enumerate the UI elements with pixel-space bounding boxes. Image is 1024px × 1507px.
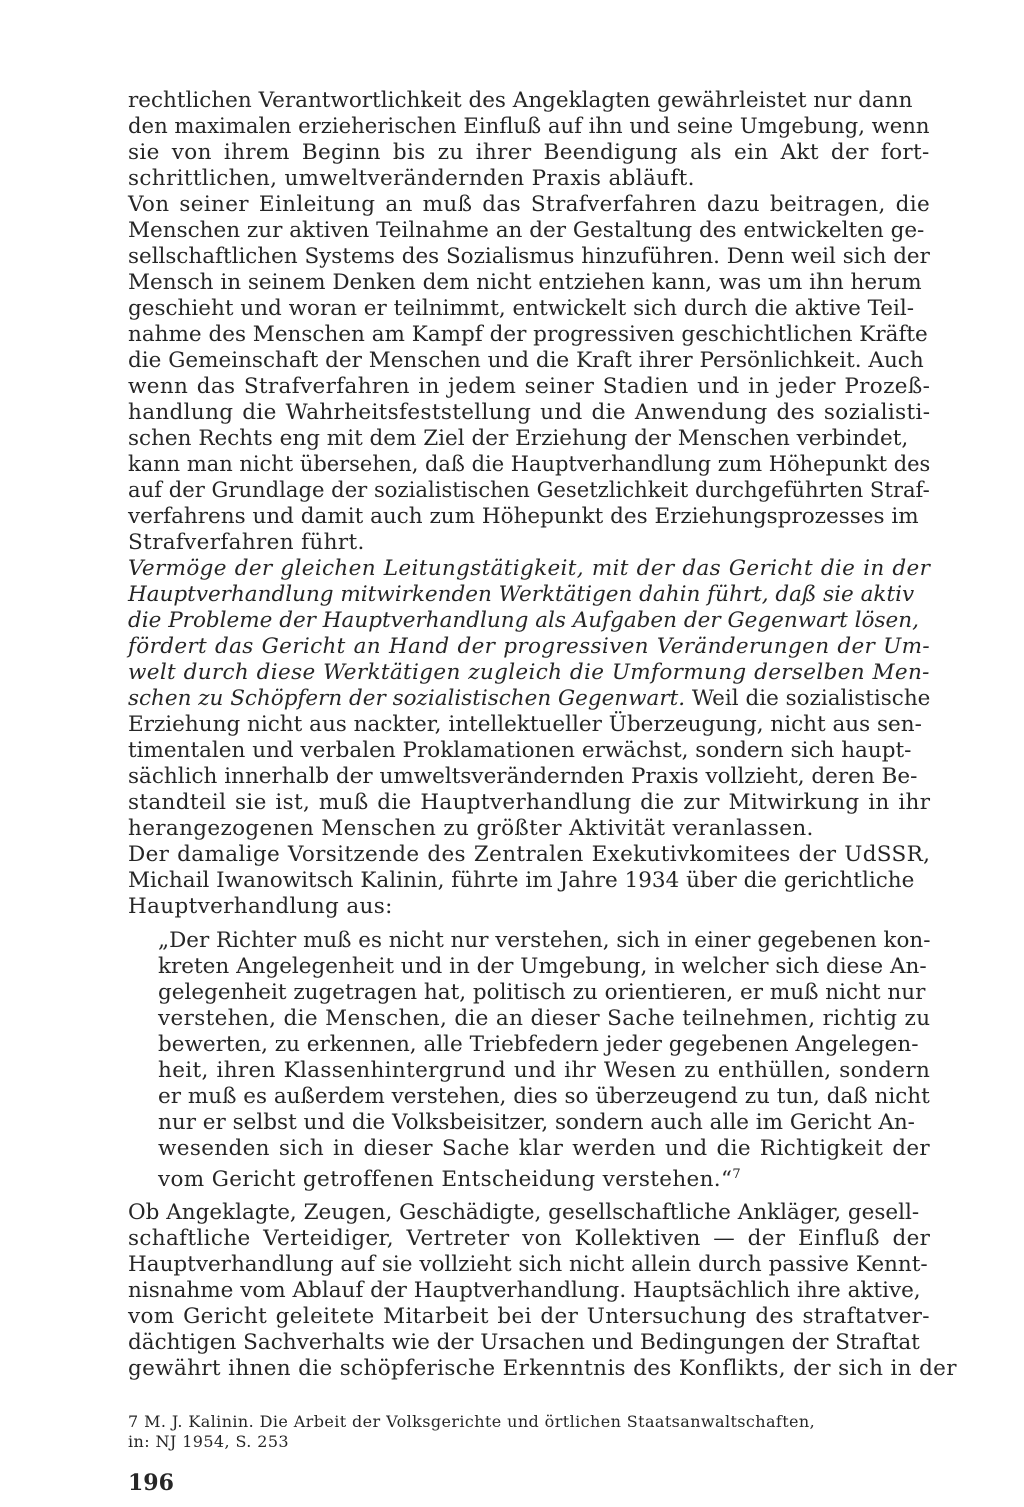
text-line: rechtlichen Verantwortlichkeit des Angeklagten gewährleistet nur dann (128, 88, 913, 113)
page-number: 196 (128, 1470, 174, 1496)
text-line: Der damalige Vorsitzende des Zentralen Exekutivkomitees der UdSSR, (128, 842, 931, 867)
text-line: standteil sie ist, muß die Hauptverhandlung die zur Mitwirkung in ihr (128, 790, 931, 815)
quote-line: kreten Angelegenheit und in der Umgebung, in welcher sich diese An- (158, 954, 927, 979)
text-line: wenn das Strafverfahren in jedem seiner Stadien und in jeder Prozeß- (128, 374, 931, 399)
quote-line: „Der Richter muß es nicht nur verstehen, sich in einer gegebenen kon- (158, 928, 931, 953)
footnote-marker: 7 (732, 1167, 741, 1182)
quote-line: bewerten, zu erkennen, alle Triebfedern jeder gegebenen Angelegen- (158, 1032, 919, 1057)
text-line: Hauptverhandlung aus: (128, 894, 393, 919)
text-line: timentalen und verbalen Proklamationen erwächst, sondern sich haupt- (128, 738, 912, 763)
italic-line: Hauptverhandlung mitwirkenden Werktätigen dahin führt, daß sie aktiv (128, 582, 915, 607)
quote-line: er muß es außerdem verstehen, dies so überzeugend zu tun, daß nicht (158, 1084, 930, 1109)
text-line: Erziehung nicht aus nackter, intellektueller Überzeugung, nicht aus sen- (128, 712, 922, 737)
text-line: nisnahme vom Ablauf der Hauptverhandlung. Hauptsächlich ihre aktive, (128, 1278, 921, 1303)
footnote-line: 7 M. J. Kalinin. Die Arbeit der Volksgerichte und örtlichen Staatsanwaltschaften, (128, 1412, 816, 1431)
text-line: schaftliche Verteidiger, Vertreter von Kollektiven — der Einfluß der (128, 1226, 931, 1251)
text-line: nahme des Menschen am Kampf der progressiven geschichtlichen Kräfte (128, 322, 928, 347)
quote-line: verstehen, die Menschen, die an dieser Sache teilnehmen, richtig zu (158, 1006, 931, 1031)
quote-line (158, 1162, 741, 1193)
italic-span: schen zu Schöpfern der sozialistischen Gegenwart. (128, 686, 686, 711)
text-line: dächtigen Sachverhalts wie der Ursachen und Bedingungen der Straftat (128, 1330, 920, 1355)
quote-line: nur er selbst und die Volksbeisitzer, sondern auch alle im Gericht An- (158, 1110, 915, 1135)
text-line: Von seiner Einleitung an muß das Strafverfahren dazu beitragen, die (128, 192, 931, 217)
italic-line: welt durch diese Werktätigen zugleich die Umformung derselben Men- (128, 660, 930, 685)
text-line: schen Rechts eng mit dem Ziel der Erziehung der Menschen verbindet, (128, 426, 909, 451)
quote-line: heit, ihren Klassenhintergrund und ihr Wesen zu enthüllen, sondern (158, 1058, 931, 1083)
text-line: herangezogenen Menschen zu größter Aktivität veranlassen. (128, 816, 814, 841)
mixed-line (128, 686, 930, 712)
text-line: Michail Iwanowitsch Kalinin, führte im Jahre 1934 über die gerichtliche (128, 868, 915, 893)
text-line: vom Gericht geleitete Mitarbeit bei der Untersuchung des straftatver- (128, 1304, 930, 1329)
text-line: geschieht und woran er teilnimmt, entwickelt sich durch die aktive Teil- (128, 296, 915, 321)
text-line: kann man nicht übersehen, daß die Hauptverhandlung zum Höhepunkt des (128, 452, 931, 477)
text-line: handlung die Wahrheitsfeststellung und die Anwendung des sozialisti- (128, 400, 931, 425)
text-line: Ob Angeklagte, Zeugen, Geschädigte, gesellschaftliche Ankläger, gesell- (128, 1200, 920, 1225)
text-line: sie von ihrem Beginn bis zu ihrer Beendigung als ein Akt der fort- (128, 140, 930, 165)
quote-last-text: vom Gericht getroffenen Entscheidung verstehen.“ (158, 1167, 733, 1193)
text-line: schrittlichen, umweltverändernden Praxis abläuft. (128, 166, 695, 191)
text-line: Mensch in seinem Denken dem nicht entziehen kann, was um ihn herum (128, 270, 922, 295)
text-line: Hauptverhandlung auf sie vollzieht sich nicht allein durch passive Kennt- (128, 1252, 928, 1277)
footnote-line: in: NJ 1954, S. 253 (128, 1432, 289, 1451)
text-line: sellschaftlichen Systems des Sozialismus hinzuführen. Denn weil sich der (128, 244, 930, 269)
text-line: Menschen zur aktiven Teilnahme an der Gestaltung des entwickelten ge- (128, 218, 925, 243)
italic-line: fördert das Gericht an Hand der progressiven Veränderungen der Um- (128, 634, 930, 659)
italic-line: Vermöge der gleichen Leitungstätigkeit, mit der das Gericht die in der (128, 556, 931, 581)
roman-span: Weil die sozialistische (685, 686, 931, 711)
text-line: Strafverfahren führt. (128, 530, 365, 555)
text-line: den maximalen erzieherischen Einfluß auf ihn und seine Umgebung, wenn (128, 114, 930, 139)
text-line: die Gemeinschaft der Menschen und die Kraft ihrer Persönlichkeit. Auch (128, 348, 924, 373)
text-line: verfahrens und damit auch zum Höhepunkt des Erziehungsprozesses im (128, 504, 919, 529)
text-line: gewährt ihnen die schöpferische Erkenntnis des Konflikts, der sich in der (128, 1356, 957, 1381)
quote-line: gelegenheit zugetragen hat, politisch zu orientieren, er muß nicht nur (158, 980, 926, 1005)
text-line: sächlich innerhalb der umweltsverändernden Praxis vollzieht, deren Be- (128, 764, 918, 789)
text-line: auf der Grundlage der sozialistischen Gesetzlichkeit durchgeführten Straf- (128, 478, 930, 503)
italic-line: die Probleme der Hauptverhandlung als Aufgaben der Gegenwart lösen, (128, 608, 919, 633)
quote-line: wesenden sich in dieser Sache klar werden und die Richtigkeit der (158, 1136, 931, 1161)
